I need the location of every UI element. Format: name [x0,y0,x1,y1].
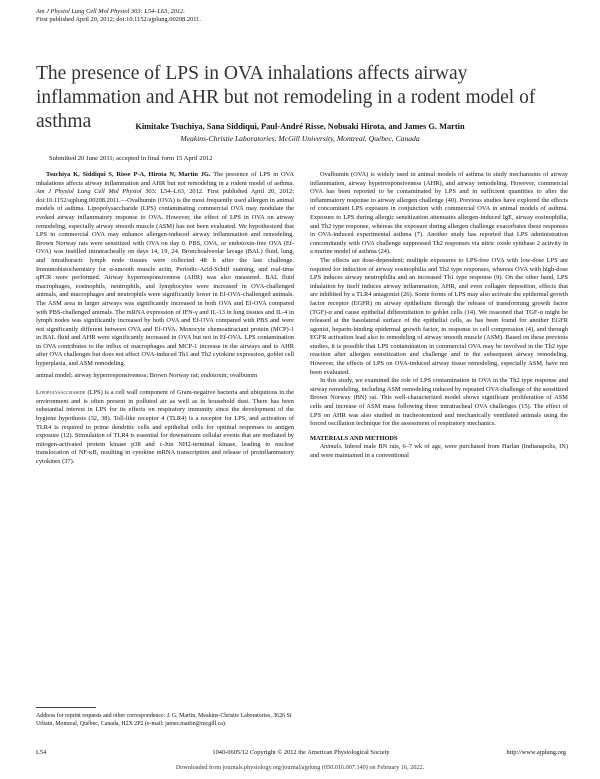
author-list: Kimitake Tsuchiya, Sana Siddiqui, Paul-André Risse, Nobuaki Hirota, and James G. Martin [135,122,465,131]
journal-url-link[interactable]: http://www.ajplung.org [506,749,566,756]
intro-text: (LPS) is a cell wall component of Gram-negative bacteria and ubiquitous in the environment and is often present in polluted air as well as in household dust. There has been substantial interest in LPS for its effects on respiratory immunity since the development of the hygiene hypothesis (32, 38). Toll-like receptor 4 (TLR4) is a receptor for LPS, and activation of TLR4 is required to prime dendritic cells and epithelial cells for optimal responses to antigen exposure (12). Stimulation of TLR4 is essential for downstream cellular events that are mediated by mitogen-activated protein kinase p38 and c-Jun NH2-terminal kinase, leading to nuclear translocation of NF-κB, resulting in cytokine mRNA transcription and release of proinflammatory cytokines (37). [36,389,294,465]
abstract-citation-rest: 303: L54–L63, 2012. First published April 20, 2012; doi:10.1152/ajplung.00208.2011.— [36,188,294,204]
body-paragraph-3: In this study, we examined the role of LPS contamination in OVA in the Th2 type response and airway remodeling, including ASM remodeling induced by repeated OVA challenge of the sensitized Brown Norway (BN) rat. This well-characterized model shows significant proliferation of ASM cells and increase of ASM mass following three intratracheal OVA challenges (15). The effect of LPS on AHR was also studied in tracheotomized and mechanically ventilated animals using the forced oscillation technique for the assessment of respiratory mechanics. [310,377,568,428]
animals-label: Animals. [320,443,343,451]
section-heading-methods: MATERIALS AND METHODS [310,434,398,442]
footnote-divider [36,707,96,708]
body-paragraph-1: Ovalbumin (OVA) is widely used in animal models of asthma to study mechanisms of airway inflammation, airway hyperresponsiveness (AHR), and airway remodeling. However, commercial OVA has been reported to be contaminated by LPS and in sufficient quantities to alter the inflammatory response to airway allergen challenge (40). Previous studies have explored the effects of concomitant LPS exposure in conjunction with commercial OVA in animal models of asthma. Exposure to LPS during allergic sensitization attenuates allergen-induced IgE, airway eosinophilia, and Th2 type response, whereas the exposure during allergen challenge exacerbates these responses in OVA-induced experimental asthma (7). Another study has reported that LPS administration concomitantly with OVA challenge suppressed Th2 responses via nitric oxide synthase 2 activity in a murine model of asthma (24). [310,171,568,256]
affiliation: Meakins-Christie Laboratories, McGill University, Montreal, Québec, Canada [180,134,420,143]
journal-citation: Am J Physiol Lung Cell Mol Physiol 303: L54–L63, 2012. [36,8,185,15]
introduction-paragraph [36,389,294,466]
copyright-line: 1040-0605/12 Copyright © 2012 the American Physiological Society [212,749,390,756]
submission-dates: Submitted 20 June 2011; accepted in final form 15 April 2012 [49,155,213,162]
page-number: L54 [36,749,47,756]
publication-info: First published April 20, 2012; doi:10.1152/ajplung.00208.2011. [36,16,201,23]
intro-lead: Lipopolysaccharide [36,389,86,397]
abstract-citation-journal: Am J Physiol Lung Cell Mol Physiol [36,188,142,196]
abstract-citation-authors: Tsuchiya K, Siddiqui S, Risse P-A, Hirota N, Martin JG. [46,171,211,178]
right-column [310,171,568,461]
abstract [36,171,294,369]
correspondence-footnote: Address for reprint requests and other correspondence: J. G. Martin, Meakins-Christie Laboratories, 3626 St Urbain, Montreal, Québec, Canada, H2X 2P2 (e-mail: james.martin@mcgill.ca). [36,713,292,727]
article-title: The presence of LPS in OVA inhalations affects airway inflammation and AHR but not remodeling in a rodent model of asthma [36,63,536,132]
body-paragraph-2: The effects are dose-dependent; multiple exposures to LPS-free OVA with low-dose LPS are required for induction of airway eosinophilia and Th2 type responses, whereas OVA with high-dose LPS induces airway neutrophilia and an increased Th1 type response (9). On the other hand, LPS inhalation by itself induces airway inflammation, AHR, and even collagen deposition, effects that are inhibited by a TLR4 antagonist (26). Some forms of LPS may also activate the epidermal growth factor receptor (EGFR) on airway epithelium through the release of transforming growth factor (TGF)-α and cause epithelial differentiation to goblet cells (14). We reasoned that TGF-α might be released at the basolateral surface of the epithelial cells, as has been found for another EGFR agonist, heparin-binding epidermal growth factor, in response to cell compression (4), and through EGFR activation lead also to remodeling of airway smooth muscle (ASM). Based on these previous studies, it is possible that LPS contamination in commercial OVA may be involved in the Th2 type reaction after allergen sensitization and challenge and in the subsequent airway remodeling. However, the effects of LPS on OVA-induced airway tissue remodeling, especially ASM, have not been evaluated. [310,256,568,376]
download-notice: Downloaded from journals.physiology.org/journal/ajplung (050.016.007.140) on February 16, 2022. [175,764,425,771]
animals-text: Inbred male BN rats, 6–7 wk of age, were purchased from Harlan (Indianapolis, IN) and were maintained in a conventional [310,443,568,459]
keywords: animal model; airway hyperresponsiveness; Brown Norway rat; endotoxin; ovalbumin [36,371,258,379]
abstract-citation-title: The presence of LPS in OVA inhalations affects airway inflammation and AHR but not remodeling in a rodent model of asthma. [36,171,294,187]
abstract-body: Ovalbumin (OVA) is the most frequently used allergen in animal models of asthma. Lipopolysaccharide (LPS) contaminating commercial OVA may modulate the evoked airway inflammatory response to OVA. However, the effect of LPS in OVA on airway remodeling, especially airway smooth muscle (ASM) has not been evaluated. We hypothesized that LPS in commercial OVA may enhance allergen-induced airway inflammation and remodeling. Brown Norway rats were sensitized with OVA on day 0. PBS, OVA, or endotoxin-free OVA (Ef-OVA) was instilled intratracheally on days 14, 19, 24. Bronchoalveolar lavage (BAL) fluid, lung, and intrathoracic lymph node tissues were collected 48 h after the last challenge. Immunohistochemistry for α-smooth muscle actin, Periodic-Acid-Schiff staining, and real-time qPCR were performed. Airway hyperresponsiveness (AHR) was also measured. BAL fluid macrophages, eosinophils, neutrophils, and lymphocytes were increased in OVA-challenged animals, and macrophages and neutrophils were significantly lower in Ef-OVA-challenged animals. The ASM area in larger airways was significantly increased in both OVA and Ef-OVA compared with PBS-challenged animals. The mRNA expression of IFN-γ and IL-13 in lung tissues and IL-4 in lymph nodes was significantly increased by both OVA and Ef-OVA compared with PBS and were not significantly different between OVA and Ef-OVA. Monocyte chemoattractant protein (MCP)-1 in BAL fluid and AHR were significantly increased in OVA but not in Ef-OVA. LPS contamination in OVA contributes to the influx of macrophages and MCP-1 increase in the airways and to AHR after OVA challenges but does not affect OVA-induced Th1 and Th2 cytokine expression, goblet cell hyperplasia, and ASM remodeling. [36,196,294,368]
running-header [36,8,201,24]
left-column [36,171,294,467]
methods-animals-paragraph [310,443,568,460]
